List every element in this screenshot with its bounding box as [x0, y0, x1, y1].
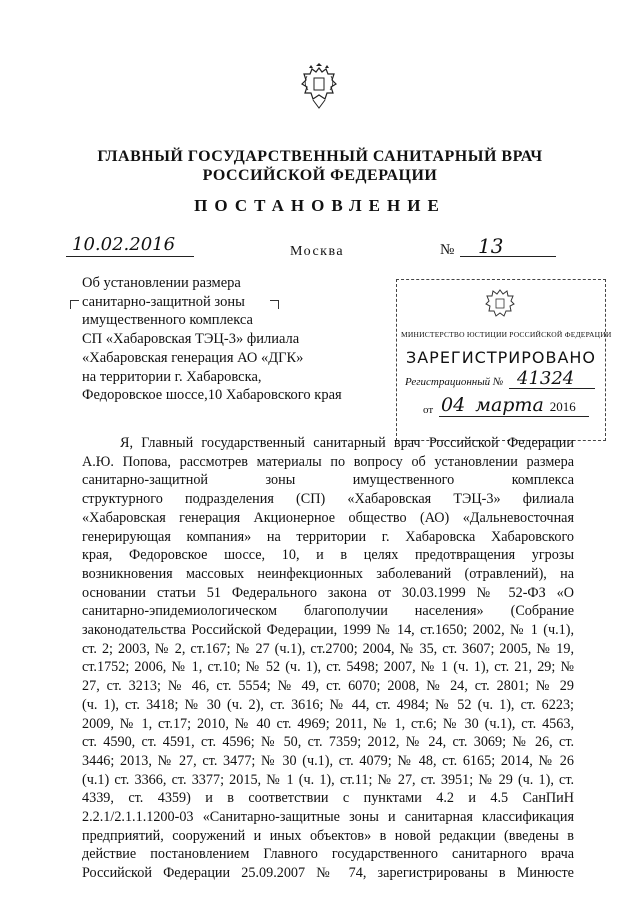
stamp-emblem-icon: [485, 286, 515, 322]
body-line: ст.1752; 2006, № 1, ст.10; № 52 (ч. 1), ст. 5498; 2007, № 1 (ч. 1), ст. 21, 29; №: [82, 659, 574, 676]
body-line: 27, ст. 3213; № 46, ст. 5554; № 49, ст. 6070; 2008, № 24, ст. 2801; № 29: [82, 678, 574, 695]
body-line: 4339, ст. 4359) и в соответствии с пунктами 4.2 и 4.5 СанПиН: [82, 790, 574, 807]
stamp-date-prefix: от: [423, 404, 434, 416]
number-field: [460, 234, 556, 257]
bracket-mark: [270, 300, 279, 309]
coat-of-arms-icon: [299, 62, 339, 112]
body-line: санитарно-эпидемиологическом благополучии населения» (Собрание: [82, 603, 574, 620]
decree-subject: [82, 274, 342, 405]
body-line: ст. 2; 2003, № 2, ст.167; № 27 (ч.1), ст.2700; 2004, № 35, ст. 3607; 2005, № 19,: [82, 640, 574, 657]
stamp-ministry: МИНИСТЕРСТВО ЮСТИЦИИ РОССИЙСКОЙ ФЕДЕРАЦИИ: [401, 330, 612, 339]
body-line: возникновения массовых неинфекционных заболеваний (отравлений), на: [82, 565, 574, 582]
issuer-subtitle: РОССИЙСКОЙ ФЕДЕРАЦИИ: [202, 167, 438, 184]
body-line: (ч.1) ст. 3366, ст. 3377; 2015, № 1 (ч. 1), ст.11; № 27, ст. 3951; № 29 (ч. 1), ст.: [82, 771, 574, 788]
subject-line: санитарно-защитной зоны: [82, 293, 245, 310]
bracket-mark: [70, 300, 79, 309]
stamp-date-field: [439, 394, 589, 417]
body-line: 3446; 2013, № 27, ст. 3477; № 30 (ч.1), ст. 4079; № 48, ст. 6165; 2014, № 26: [82, 752, 574, 769]
body-line: санитарно-защитной зоны имущественного комплекса: [82, 472, 574, 489]
body-line: структурного подразделения (СП) «Хабаровская ТЭЦ-3» филиала: [82, 491, 574, 508]
body-line: 2009, № 1, ст.17; 2010, № 40 ст. 4969; 2011, № 1, ст.6; № 30 (ч.1), ст. 4563,: [82, 715, 574, 732]
date-field: [66, 234, 194, 257]
subject-line: «Хабаровская генерация АО «ДГК»: [82, 349, 304, 366]
body-line: «Хабаровская генерация Акционерное общество (АО) «Дальневосточная: [82, 509, 574, 526]
body-line: Я, Главный государственный санитарный врач Российской Федерации: [120, 435, 574, 451]
handwritten-month: марта: [475, 394, 544, 416]
document-type: ПОСТАНОВЛЕНИЕ: [194, 196, 446, 215]
body-line: генерирующая компания» на территории г. Хабаровска Хабаровского: [82, 528, 574, 545]
issuer-title: ГЛАВНЫЙ ГОСУДАРСТВЕННЫЙ САНИТАРНЫЙ ВРАЧ: [97, 148, 543, 165]
body-line: действие постановлением Главного государственного санитарного врача: [82, 846, 574, 863]
registration-stamp: [396, 279, 612, 441]
decree-body: [82, 434, 574, 883]
body-line: основании статьи 51 Федерального закона от 30.03.1999 № 52-ФЗ «О: [82, 584, 574, 601]
subject-line: СП «Хабаровская ТЭЦ-3» филиала: [82, 331, 300, 348]
body-line: 2.2.1/2.1.1.1200-03 «Санитарно-защитные зоны и санитарная классификация: [82, 809, 574, 826]
city: Москва: [290, 244, 345, 259]
subject-line: Федоровское шоссе,10 Хабаровского края: [82, 387, 342, 404]
handwritten-reg-number: 41324: [517, 368, 575, 389]
subject-line: на территории г. Хабаровска,: [82, 368, 262, 385]
subject-line: Об установлении размера: [82, 275, 241, 291]
stamp-registered: ЗАРЕГИСТРИРОВАНО: [405, 348, 597, 367]
body-line: предприятий, сооружений и иных объектов» в новой редакции (введены в: [82, 827, 574, 844]
stamp-year: 2016: [549, 399, 576, 414]
handwritten-day: 04: [441, 394, 466, 416]
body-line: А.Ю. Попова, рассмотрев материалы по вопросу об установлении размера: [82, 453, 574, 470]
body-line: Российской Федерации 25.09.2007 № 74, зарегистрированы в Минюсте: [82, 865, 574, 882]
handwritten-date: 10.02.2016: [72, 234, 176, 255]
number-label: №: [440, 242, 455, 258]
body-line: (ч. 1), ст. 3418; № 30 (ч. 2), ст. 3616; № 44, ст. 4984; № 52 (ч. 1), ст. 6223;: [82, 696, 574, 713]
handwritten-number: 13: [478, 234, 504, 258]
body-line: ст. 4590, ст. 4591, ст. 4596; № 50, ст. 7359; 2012, № 24, ст. 3069; № 26, ст.: [82, 734, 574, 751]
stamp-reg-label: Регистрационный №: [405, 376, 504, 388]
body-line: законодательства Российской Федерации, 1999 № 14, ст.1650; 2002, № 1 (ч.1),: [82, 622, 574, 639]
body-line: края, Федоровское шоссе, 10, и в целях предотвращения угрозы: [82, 547, 574, 564]
subject-line: имущественного комплекса: [82, 312, 253, 329]
stamp-reg-number-field: [509, 368, 595, 389]
